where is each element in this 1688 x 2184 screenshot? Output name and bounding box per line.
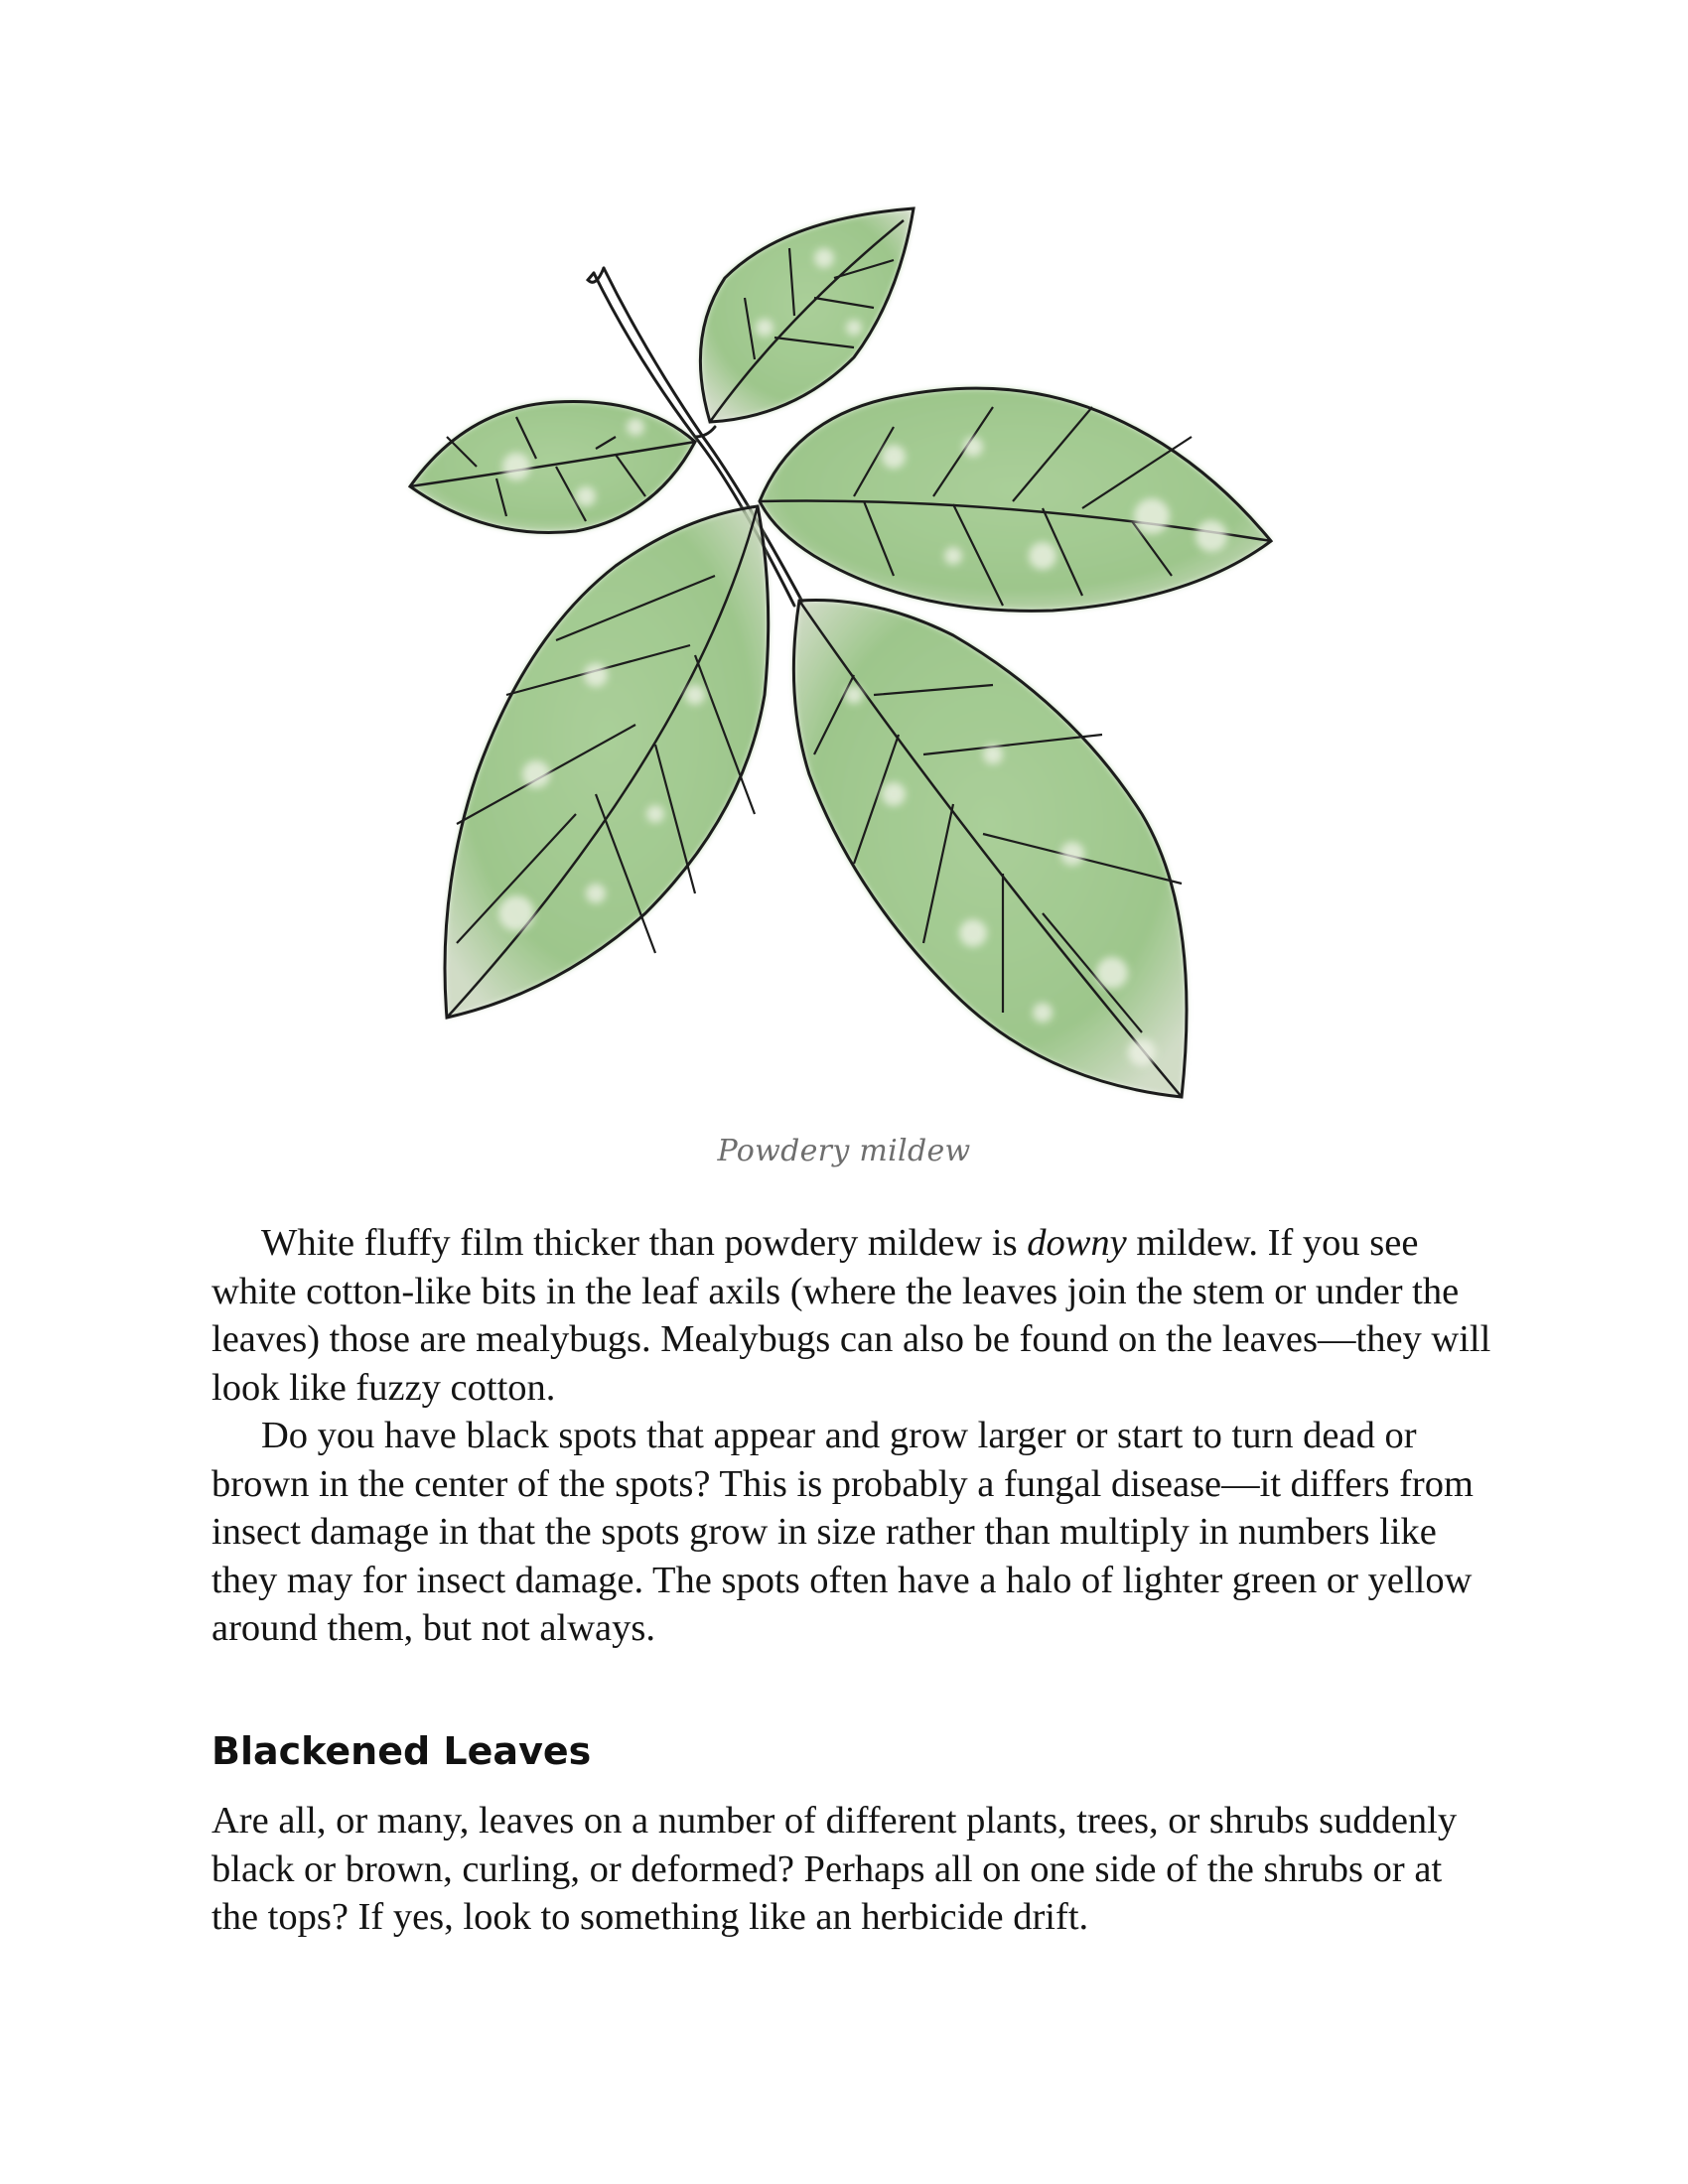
paragraph-black-spots <box>211 1412 1492 1653</box>
paragraph-blackened-leaves <box>211 1797 1492 1942</box>
section-heading: Blackened Leaves <box>211 1729 592 1773</box>
paragraph-downy-mildew <box>211 1219 1492 1412</box>
leaf-bottom-left <box>445 506 769 1018</box>
leaf-bottom-right <box>793 600 1187 1097</box>
paragraph-text: mildew. If you see white cotton-like bits in the leaf axils (where the leaves join the stem or under the leaves) those are mealybugs. Mealybugs can also be found on the leaves—they will look like fuzzy cotton. <box>211 1222 1491 1409</box>
figure-caption: Powdery mildew <box>717 1134 971 1168</box>
leaf-right <box>760 388 1271 611</box>
emphasis-downy: downy <box>1027 1222 1127 1264</box>
leaf-top-left <box>410 402 695 533</box>
powdery-mildew-leaf-illustration <box>377 189 1301 1122</box>
paragraph-text: Do you have black spots that appear and grow larger or start to turn dead or brown in the center of the spots? This is probably a fungal disease—it differs from insect damage in that the spots grow in size rather than multiply in numbers like they may for insect damage. The spots often have a halo of lighter green or yellow around them, but not always. <box>211 1415 1474 1649</box>
paragraph-text: Are all, or many, leaves on a number of different plants, trees, or shrubs suddenly black or brown, curling, or deformed? Perhaps all on one side of the shrubs or at the tops? If yes, look to something like an herbicide drift. <box>211 1800 1458 1938</box>
paragraph-text: White fluffy film thicker than powdery mildew is <box>261 1222 1028 1264</box>
leaf-top-center <box>700 208 914 422</box>
